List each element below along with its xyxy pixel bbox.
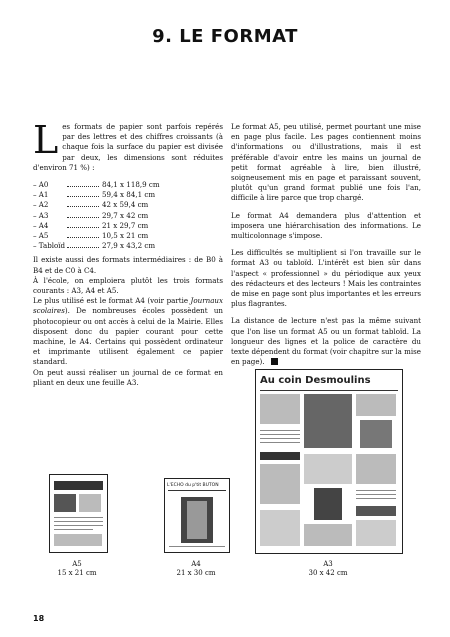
format-item: – A2 42 x 59,4 cm (33, 200, 149, 210)
paragraph-a4: Le plus utilisé est le format A4 (voir partie Journaux scolaires). De nombreuses écoles possèdent un photocopieur ou ont accès à celui de la Mairie. Elles disposent donc du papier courant pour cette machine, le A4. Certains qui possèdent ordinateur et imprimante utilisent également ce papier standard. (33, 296, 223, 367)
page-title: 9. LE FORMAT (152, 26, 298, 47)
format-item: – A1 59,4 x 84,1 cm (33, 190, 156, 200)
format-item: – A4 21 x 29,7 cm (33, 220, 149, 230)
a4-caption: A4 21 x 30 cm (176, 560, 216, 577)
drop-cap: L (33, 118, 59, 162)
paragraph-intermediate: Il existe aussi des formats intermédiaires : de B0 à B4 et de C0 à C4. (33, 255, 223, 275)
page-number: 18 (33, 614, 45, 623)
a3-newspaper-thumbnail (255, 369, 403, 554)
end-square-icon (271, 358, 278, 365)
paragraph-school: À l'école, on emploiera plutôt les trois formats courants : A3, A4 et A5. (33, 275, 223, 295)
paragraph-a3-difficulties: Les difficultés se multiplient si l'on travaille sur le format A3 ou tabloïd. L'intérêt est bien sûr dans l'aspect « professionnel » du périodique aux yeux des rédacteurs et des lecteurs ! Mais les contraintes de mise en page sont plus importantes et les erreurs plus flagrantes. (231, 248, 421, 309)
intro-text: es formats de papier sont parfois repérés par des lettres et des chiffres croissants (à chaque fois la surface du papier est divisée par deux, les dimensions sont réduites d'environ 71 %) : (33, 122, 223, 172)
a5-newspaper-thumbnail (49, 474, 108, 553)
left-column (33, 118, 223, 395)
paragraph-reading-distance: La distance de lecture n'est pas la même suivant que l'on lise un format A5 ou un format tabloïd. La longueur des lignes et la police de caractère du texte dépendent du format (voir chapitre sur la mise en page). (231, 316, 421, 367)
format-item: – A5 10,5 x 21 cm (33, 230, 149, 240)
paragraph-a5: Le format A5, peu utilisé, permet pourtant une mise en page plus facile. Les pages contiennent moins d'informations ou d'illustrations, mais il est préférable d'avoir entre les mains un journal de petit format agréable à lire, bien illustré, soigneusement mis en page et paraissant souvent, plutôt qu'un grand format publié une fois l'an, difficile à lire parce que trop chargé. (231, 122, 421, 203)
journaux-scolaires-link: Journaux scolaires (33, 296, 223, 316)
intro-paragraph (33, 118, 223, 173)
format-item: – A3 29,7 x 42 cm (33, 210, 149, 220)
a4-newspaper-thumbnail (164, 478, 230, 553)
format-item: – A0 84,1 x 118,9 cm (33, 180, 160, 190)
right-column (231, 122, 421, 374)
format-item: – Tabloïd 27,9 x 43,2 cm (33, 241, 156, 251)
a3-newspaper-masthead: Au coin Desmoulins (260, 375, 371, 386)
paragraph-fold: On peut aussi réaliser un journal de ce format en pliant en deux une feuille A3. (33, 367, 223, 387)
a4-newspaper-masthead: L'ECHO du p'tit BUTON (167, 483, 219, 488)
format-list (33, 180, 223, 251)
paragraph-a4-attention: Le format A4 demandera plus d'attention et imposera une hiérarchisation des informations. Le multicolonnage s'impose. (231, 210, 421, 241)
a3-caption: A3 30 x 42 cm (308, 560, 348, 577)
a5-caption: A5 15 x 21 cm (57, 560, 97, 577)
